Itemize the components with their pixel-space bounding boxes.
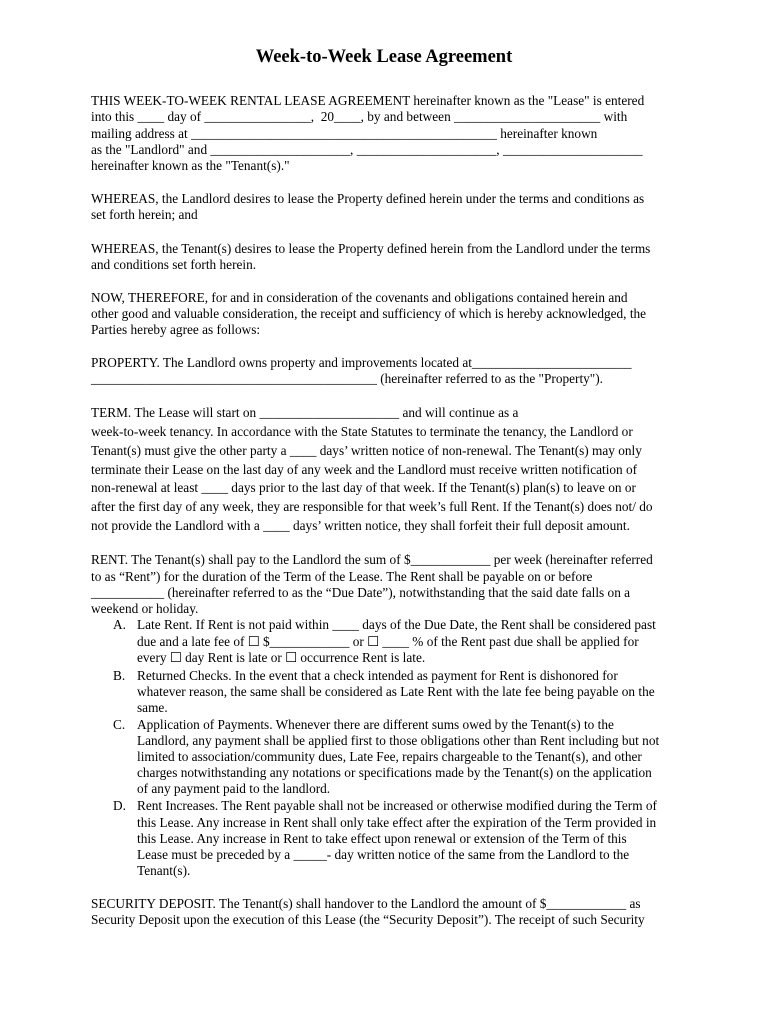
now-therefore-line: NOW, THEREFORE, for and in consideration of the covenants and obligations contained herein and bbox=[91, 290, 628, 305]
item-line: Returned Checks. In the event that a check intended as payment for Rent is dishonored for bbox=[137, 668, 618, 683]
term-line: not provide the Landlord with a ____ days’ written notice, they shall forfeit their full deposit amount. bbox=[91, 518, 630, 533]
intro-line: into this ____ day of ________________, 20____, by and between ______________________ with bbox=[91, 109, 628, 124]
intro-line: mailing address at ______________________________________________ hereinafter known bbox=[91, 126, 598, 141]
whereas-line: WHEREAS, the Landlord desires to lease the Property defined herein under the terms and conditions as bbox=[91, 191, 645, 206]
property-line: PROPERTY. The Landlord owns property and improvements located at________________________ bbox=[91, 355, 632, 370]
whereas-line: WHEREAS, the Tenant(s) desires to lease the Property defined herein from the Landlord under the terms bbox=[91, 241, 651, 256]
item-letter: D. bbox=[113, 798, 126, 813]
item-line: charges notwithstanding any notations or specifications made by the Tenant(s) on the application bbox=[137, 765, 652, 780]
term-line: TERM. The Lease will start on _____________________ and will continue as a bbox=[91, 405, 519, 420]
whereas-line: set forth herein; and bbox=[91, 207, 198, 222]
whereas-line: and conditions set forth herein. bbox=[91, 257, 257, 272]
now-therefore-line: other good and valuable consideration, the receipt and sufficiency of which is hereby acknowledged, the bbox=[91, 306, 647, 321]
item-line: Lease must be preceded by a _____- day written notice of the same from the Landlord to the bbox=[137, 847, 630, 862]
item-letter: A. bbox=[113, 617, 126, 632]
term-line: after the first day of any week, they are responsible for that week’s full Rent. If the Tenant(s) does not/ do bbox=[91, 499, 653, 514]
document-title: Week-to-Week Lease Agreement bbox=[255, 47, 513, 67]
intro-line: hereinafter known as the "Tenant(s)." bbox=[91, 158, 290, 173]
intro-line: THIS WEEK-TO-WEEK RENTAL LEASE AGREEMENT hereinafter known as the "Lease" is entered bbox=[91, 93, 645, 108]
item-line: Rent Increases. The Rent payable shall not be increased or otherwise modified during the Term of bbox=[137, 798, 657, 813]
rent-line: ___________ (hereinafter referred to as the “Due Date”), notwithstanding that the said date falls on a bbox=[91, 585, 631, 600]
term-line: week-to-week tenancy. In accordance with the State Statutes to terminate the tenancy, the Landlord or bbox=[91, 424, 633, 439]
property-line: ___________________________________________ (hereinafter referred to as the "Property"). bbox=[91, 371, 603, 386]
item-line: same. bbox=[137, 700, 168, 715]
rent-line: RENT. The Tenant(s) shall pay to the Landlord the sum of $____________ per week (hereinafter referred bbox=[91, 552, 653, 567]
item-line: Application of Payments. Whenever there are different sums owed by the Tenant(s) to the bbox=[137, 717, 614, 732]
item-line: this Lease. Any increase in Rent to take effect upon renewal or extension of the Term of this bbox=[137, 831, 627, 846]
item-line: this Lease. Any increase in Rent shall only take effect after the expiration of the Term provided in bbox=[137, 815, 657, 830]
tenant-blanks: _____________________, _____________________, _____________________ bbox=[210, 142, 643, 157]
item-line: limited to association/community dues, Late Fee, repairs chargeable to the Tenant(s), and other bbox=[137, 749, 642, 764]
item-letter: B. bbox=[113, 668, 126, 683]
item-line: Tenant(s). bbox=[137, 863, 191, 878]
item-line: Landlord, any payment shall be applied first to those obligations other than Rent including but not bbox=[137, 733, 660, 748]
term-line: non-renewal at least ____ days prior to the last day of that week. If the Tenant(s) plan(s) to leave on or bbox=[91, 480, 636, 495]
item-line: whatever reason, the same shall be considered as Late Rent with the late fee being payable on the bbox=[137, 684, 655, 699]
rent-line: to as “Rent”) for the duration of the Term of the Lease. The Rent shall be payable on or before bbox=[91, 569, 593, 584]
intro-line: as the "Landlord" and _____________________, _____________________, _____________________ bbox=[91, 142, 643, 157]
security-deposit-line: SECURITY DEPOSIT. The Tenant(s) shall handover to the Landlord the amount of $____________ as bbox=[91, 896, 641, 911]
rent-line: weekend or holiday. bbox=[91, 601, 199, 616]
item-line: Late Rent. If Rent is not paid within ____ days of the Due Date, the Rent shall be considered past bbox=[137, 617, 656, 632]
term-line: terminate their Lease on the last day of any week and the Landlord must receive written notification of bbox=[91, 462, 638, 477]
now-therefore-line: Parties hereby agree as follows: bbox=[91, 322, 261, 337]
security-deposit-line: Security Deposit upon the execution of this Lease (the “Security Deposit”). The receipt of such Security bbox=[91, 912, 645, 927]
item-letter: C. bbox=[113, 717, 126, 732]
item-line: of any payment paid to the landlord. bbox=[137, 781, 331, 796]
item-line: due and a late fee of ☐ $____________ or ☐ ____ % of the Rent past due shall be applied for bbox=[137, 634, 639, 649]
term-line: Tenant(s) must give the other party a ____ days’ written notice of non-renewal. The Tenant(s) may only bbox=[91, 443, 642, 458]
item-line: every ☐ day Rent is late or ☐ occurrence Rent is late. bbox=[137, 650, 426, 665]
